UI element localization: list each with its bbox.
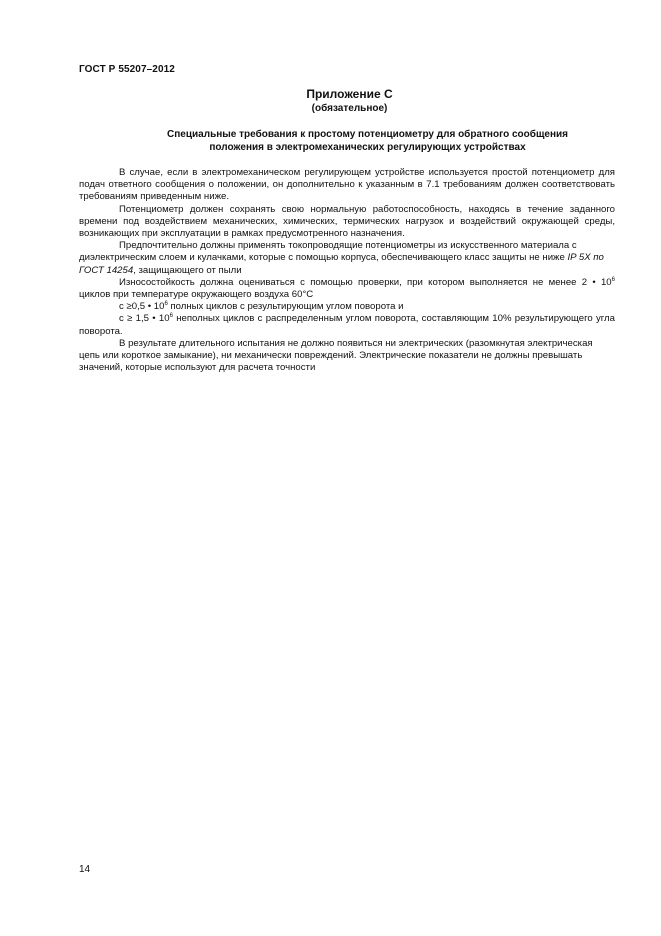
paragraph-6 [79, 313, 615, 337]
appendix-title-block [0, 87, 661, 114]
appendix-status: (обязательное) [311, 103, 388, 114]
paragraph-6-exponent: 6 [169, 313, 173, 320]
subtitle-line-2: положения в электромеханических регулирующих устройствах [209, 142, 526, 153]
paragraph-4-text-a: Износостойкость должна оцениваться с помощью проверки, при котором выполняется не менее 2 • 10 [119, 276, 612, 288]
standard-header: ГОСТ Р 55207–2012 [79, 64, 175, 75]
paragraph-5-text-a: с ≥0,5 • 10 [119, 301, 165, 313]
paragraph-5 [79, 301, 615, 313]
paragraph-2: Потенциометр должен сохранять свою нормальную работоспособность, находясь в течение заданного времени под воздействием механических, химических, термических нагрузок и воздействий окружающей среды, возникающих при эксплуатации в рамках предусмотренного назначения. [79, 203, 615, 240]
paragraph-3-standard-ref: IP 5X по ГОСТ 14254 [79, 252, 604, 276]
subtitle-line-1: Специальные требования к простому потенциометру для обратного сообщения [167, 129, 568, 140]
appendix-title: Приложение С [306, 87, 393, 101]
paragraph-6-text-b: неполных циклов с распределенным углом поворота, составляющим 10% результирующего угла поворота. [79, 313, 615, 337]
body-text [79, 167, 615, 374]
paragraph-4 [79, 277, 615, 301]
paragraph-4-exponent: 6 [611, 276, 615, 283]
paragraph-3 [79, 240, 615, 277]
paragraph-1: В случае, если в электромеханическом регулирующем устройстве используется простой потенциометр для подач ответного сообщения о положении, он дополнительно к указанным в 7.1 требованиям должен соответствовать требованиям приведенным ниже. [79, 167, 615, 203]
appendix-subtitle [140, 128, 595, 154]
paragraph-5-exponent: 6 [164, 301, 168, 308]
page-number: 14 [79, 864, 91, 875]
paragraph-7: В результате длительного испытания не должно появиться ни электрических (разомкнутая электрическая цепь или короткое замыкание), ни механически повреждений. Электрические показатели не должны превышать значений, которые используют для расчета точности [79, 337, 593, 374]
paragraph-5-text-b: полных циклов с результирующим углом поворота и [167, 301, 404, 313]
paragraph-6-text-a: с ≥ 1,5 • 10 [119, 313, 170, 325]
paragraph-3-text-b: , защищающего от пыли [133, 264, 242, 276]
paragraph-4-text-b: циклов при температуре окружающего воздуха 60°C [79, 289, 314, 301]
paragraph-3-text-a: Предпочтительно должны применять токопроводящие потенциометры из искусственного материала с диэлектрическим слоем и кулачками, которые с помощью корпуса, обеспечивающего класс защиты не ниже [79, 240, 577, 264]
